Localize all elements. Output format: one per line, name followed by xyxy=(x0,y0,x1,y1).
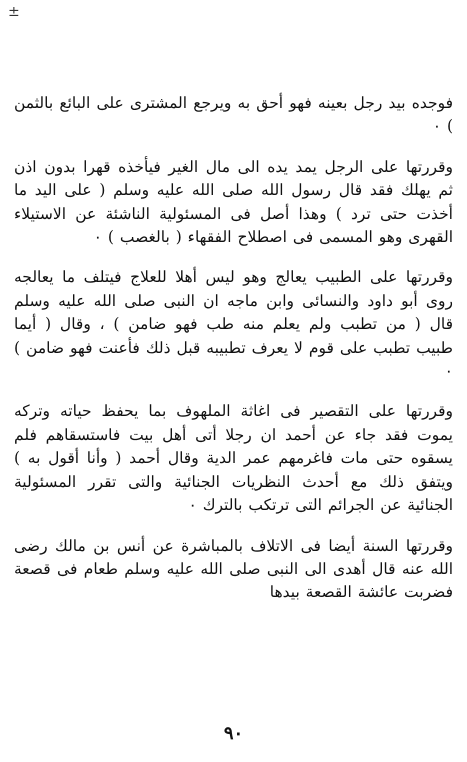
page-number: ٩٠ xyxy=(223,723,244,744)
paragraph-2: وقررتها على الرجل يمد يده الى مال الغير فيأخذه قهرا بدون اذن ثم يهلك فقد قال رسول الله صلى الله عليه وسلم ( على اليد ما أخذت حتى ترد ) وهذا أصل فى المسئولية الناشئة عن الاستيلاء القهرى وهو المسمى فى اصطلاح الفقهاء ( بالغصب ) ٠ xyxy=(14,157,453,247)
corner-mark: ± xyxy=(8,4,20,20)
body-text xyxy=(14,92,453,622)
paragraph-5: وقررتها السنة أيضا فى الاتلاف بالمباشرة عن أنس بن مالك رضى الله عنه قال أهدى الى النبى صلى الله عليه وسلم طعام فى قصعة فضربت عائشة القصعة بيدها xyxy=(14,536,453,602)
paragraph-4: وقررتها على التقصير فى اغاثة الملهوف بما يحفظ حياته وتركه يموت فقد جاء عن أحمد ان رجلا أتى أهل بيت فاستسقاهم فلم يسقوه حتى مات فاغرمهم عمر الدية وقال أحمد ( وأنا أقول به ) ويتفق ذلك مع أحدث النظريات الجنائية والتى تقرر المسئولية الجنائية عن الجرائم التى ترتكب بالترك ٠ xyxy=(14,402,453,515)
paragraph-1: فوجده بيد رجل بعينه فهو أحق به ويرجع المشترى على البائع بالثمن ) ٠ xyxy=(14,94,453,136)
paragraph-3: وقررتها على الطبيب يعالج وهو ليس أهلا للعلاج فيتلف ما يعالجه روى أبو داود والنسائى وابن ماجه ان النبى صلى الله عليه وسلم قال ( من تطبب ولم يعلم منه طب فهو ضامن ) ، وقال ( أيما طبيب تطبب على قوم لا يعرف تطبيبه قبل ذلك فأعنت فهو ضامن ) ٠ xyxy=(14,268,453,381)
